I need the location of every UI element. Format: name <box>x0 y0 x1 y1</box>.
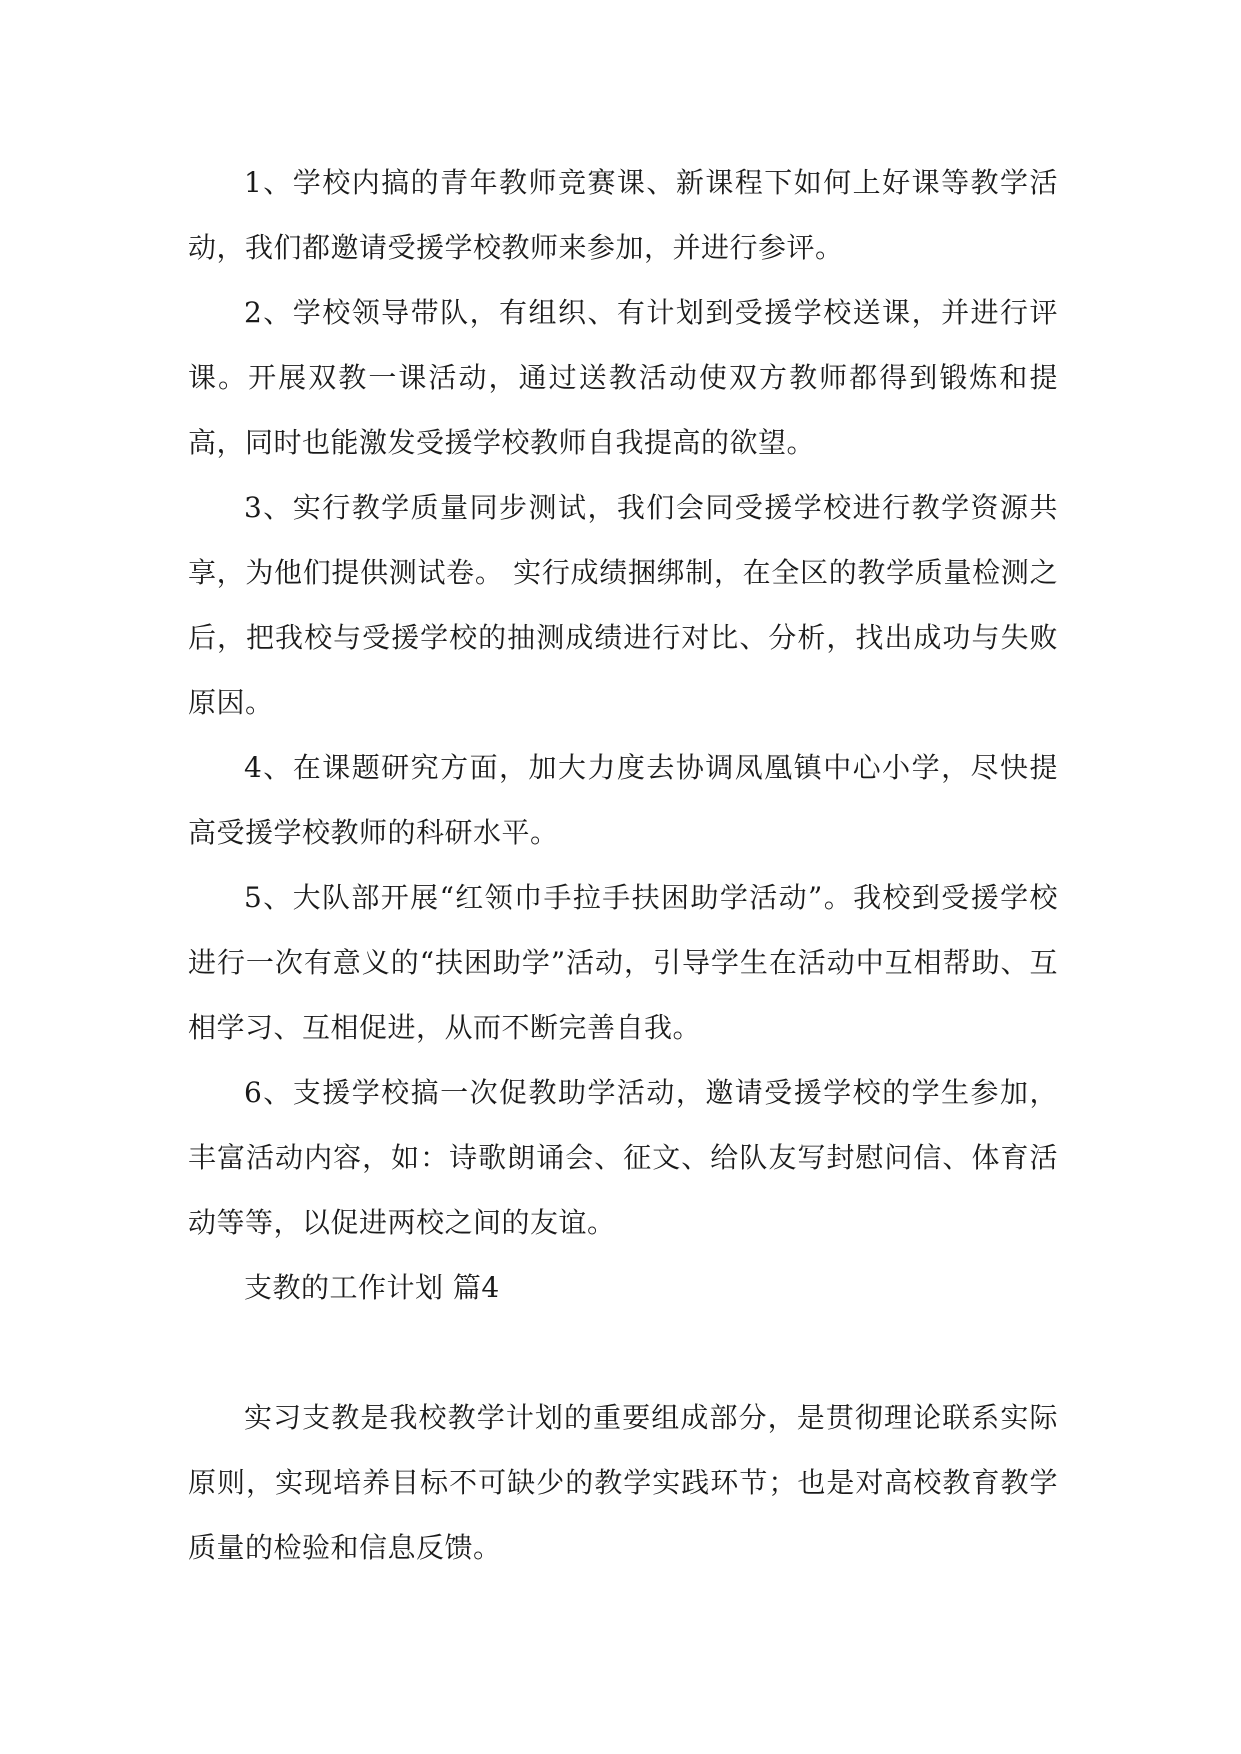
paragraph-intro: 实习支教是我校教学计划的重要组成部分，是贯彻理论联系实际原则，实现培养目标不可缺少的教学实践环节；也是对高校教育教学质量的检验和信息反馈。 <box>188 1401 1058 1564</box>
document-body <box>188 150 1058 1580</box>
paragraph-item-1: 1、学校内搞的青年教师竞赛课、新课程下如何上好课等教学活动，我们都邀请受援学校教师来参加，并进行参评。 <box>188 166 1058 264</box>
paragraph-item-2: 2、学校领导带队，有组织、有计划到受援学校送课，并进行评课。开展双教一课活动，通过送教活动使双方教师都得到锻炼和提高，同时也能激发受援学校教师自我提高的欲望。 <box>188 296 1058 459</box>
section-spacer <box>188 1320 1058 1385</box>
paragraph-item-5: 5、大队部开展“红领巾手拉手扶困助学活动”。我校到受援学校进行一次有意义的“扶困助学”活动，引导学生在活动中互相帮助、互相学习、互相促进，从而不断完善自我。 <box>188 881 1058 1044</box>
paragraph-item-4: 4、在课题研究方面，加大力度去协调凤凰镇中心小学，尽快提高受援学校教师的科研水平。 <box>188 751 1058 849</box>
section-heading: 支教的工作计划 篇4 <box>244 1271 500 1304</box>
paragraph-item-6: 6、支援学校搞一次促教助学活动，邀请受援学校的学生参加，丰富活动内容，如：诗歌朗诵会、征文、给队友写封慰问信、体育活动等等，以促进两校之间的友谊。 <box>188 1076 1058 1239</box>
paragraph-item-3: 3、实行教学质量同步测试，我们会同受援学校进行教学资源共享，为他们提供测试卷。 实行成绩捆绑制，在全区的教学质量检测之后，把我校与受援学校的抽测成绩进行对比、分析，找出成功与失败原因。 <box>188 491 1058 719</box>
